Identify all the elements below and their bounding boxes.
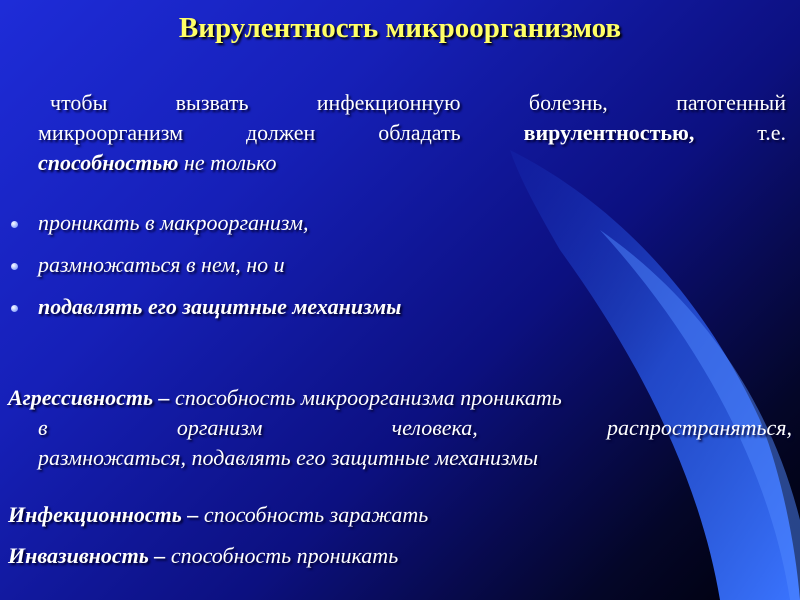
bullet-text: подавлять его защитные механизмы	[38, 294, 402, 319]
definition-term: Агрессивность –	[8, 385, 170, 410]
definition-infectivity	[8, 500, 792, 530]
term-ability: способностью	[38, 150, 179, 175]
bullet-item	[10, 250, 401, 292]
intro-line-1: чтобы вызвать инфекционную болезнь, патогенный	[50, 90, 786, 115]
definition-line	[8, 500, 792, 530]
bullet-item	[10, 208, 401, 250]
intro-line-3-end: не только	[178, 150, 277, 175]
definition-text: способность микроорганизма проникать	[169, 385, 562, 410]
definition-text: способность заражать	[198, 502, 429, 527]
bullet-text: размножаться в нем, но и	[38, 252, 285, 277]
definition-invasiveness	[8, 541, 792, 571]
bullet-icon	[11, 263, 18, 270]
slide-title: Вирулентность микроорганизмов	[178, 12, 622, 44]
intro-line-2	[38, 118, 786, 148]
intro-line-2-end: т.е.	[694, 120, 786, 145]
term-virulence: вирулентностью,	[523, 120, 695, 145]
bullet-icon	[11, 305, 18, 312]
bullet-list	[10, 208, 401, 334]
definition-text: способность проникать	[165, 543, 399, 568]
definition-line: размножаться, подавлять его защитные механизмы	[38, 445, 538, 470]
intro-line-3	[38, 148, 786, 178]
bullet-text: проникать в макроорганизм,	[38, 210, 309, 235]
definition-aggressiveness	[8, 383, 792, 473]
definition-line: в организм человека, распространяться,	[38, 415, 792, 440]
definition-line	[8, 541, 792, 571]
definition-term: Инфекционность –	[8, 502, 199, 527]
bullet-icon	[11, 221, 18, 228]
definition-term: Инвазивность –	[8, 543, 166, 568]
definition-line	[8, 383, 792, 413]
bullet-item	[10, 292, 401, 334]
intro-line-2-start: микроорганизм должен обладать	[38, 120, 524, 145]
intro-paragraph	[38, 88, 786, 178]
